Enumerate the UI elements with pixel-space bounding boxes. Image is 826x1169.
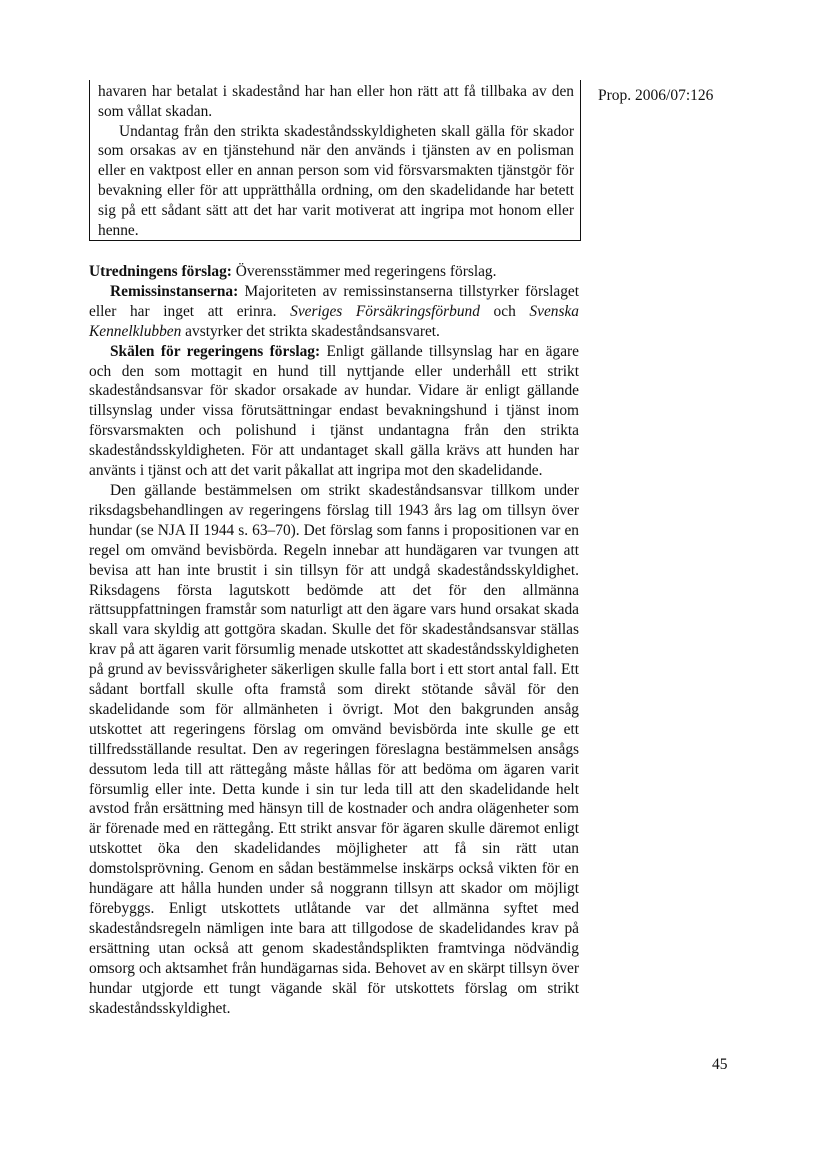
main-text (89, 262, 579, 1018)
remiss-org-1: Sveriges Försäkringsförbund (290, 302, 480, 320)
remiss-org-2: Svenska Kennelklubben (89, 302, 579, 340)
skalen-text: Enligt gällande tillsynslag har en ägare och den som mottagit en hund till nyttjande eller underhåll ett strikt skadeståndsansvar för skador orsakade av hundar. Vidare är enligt gällande tillsynslag under vissa förutsättningar endast bevakningshund i tjänst inom försvarsmakten och polishund i tjänst undantagna från den strikta skadeståndsskyldigheten. För att undantaget skall gälla krävs att hunden har använts i tjänst och att det varit påkallat att ingripa mot den skadelidande. (89, 342, 580, 480)
remiss-heading: Remissinstanserna: (110, 282, 239, 300)
skalen-heading: Skälen för regeringens förslag: (110, 342, 321, 360)
law-text (98, 82, 574, 240)
page-number: 45 (712, 1056, 728, 1073)
history-paragraph: Den gällande bestämmelsen om strikt skadeståndsansvar tillkom under riksdagsbehandlingen av regeringens förslag till 1943 års lag om tillsyn över hundar (se NJA II 1944 s. 63–70). Det förslag som fanns i propositionen var en regel om omvänd bevisbörda. Regeln innebar att hundägaren var tvungen att bevisa att han inte brustit i sin tillsyn för att undgå skadeståndsskyldighet. Riksdagens första lagutskott bedömde att det för den allmänna rättsuppfattningen framstår som naturligt att den ägare vars hund orsakat skada skall vara skyldig att gottgöra skadan. Skulle det för skadeståndsansvar ställas krav på att ägaren varit försumlig menade utskottet att skadeståndsskyldigheten på grund av bevissvårigheter säkerligen skulle falla bort i ett stort antal fall. Ett sådant bortfall skulle ofta framstå som direkt stötande såväl för den skadelidande som för allmänheten i övrigt. Mot den bakgrunden ansåg utskottet att regeringens förslag om omvänd bevisbörda inte skulle ge ett tillfredsställande resultat. Den av regeringen föreslagna bestämmelsen ansågs dessutom leda till att rättegång måste hållas för att bedöma om ägaren varit försumlig eller inte. Detta kunde i sin tur leda till att den skadelidande helt avstod från ersättning med hänsyn till de kostnader och andra olägenheter som är förenade med en rättegång. Ett strikt ansvar för ägaren skulle däremot enligt utskottet öka den skadelidandes möjligheter att få sin rätt utan domstolsprövning. Genom en sådan bestämmelse inskärps också vikten för en hundägare att hålla hunden under så noggrann tillsyn att skador om möjligt förebyggs. Enligt utskottets utlåtande var det allmänna syftet med skadeståndsregeln nämligen inte bara att tillgodose de skadelidandes krav på ersättning utan också att genom skadeståndsplikten framtvinga nödvändig omsorg och aktsamhet från hundägarnas sida. Behovet av en skärpt tillsyn över hundar utgjorde ett tungt vägande skäl för utskottets förslag om strikt skadeståndsskyldighet. (89, 481, 579, 1017)
remiss-paragraph (89, 282, 579, 342)
proposition-reference: Prop. 2006/07:126 (598, 87, 714, 104)
law-paragraph-1: havaren har betalat i skadestånd har han eller hon rätt att få tillbaka av den som vållat skadan. (98, 83, 574, 120)
utredning-text: Överensstämmer med regeringens förslag. (231, 263, 497, 280)
utredning-heading: Utredningens förslag: (89, 263, 232, 280)
utredning-paragraph (89, 262, 579, 282)
remiss-text-2: avstyrker det strikta skadeståndsansvaret. (181, 322, 440, 340)
skalen-paragraph (89, 342, 579, 481)
remiss-text-1: Majoriteten av remissinstanserna tillstyrker förslaget eller har inget att erinra. (89, 282, 579, 320)
remiss-and: och (479, 302, 530, 320)
law-text-box (89, 80, 581, 241)
law-paragraph-2: Undantag från den strikta skadeståndsskyldigheten skall gälla för skador som orsakas av en tjänstehund när den används i tjänsten av en polisman eller en vaktpost eller en annan person som vid försvarsmakten tjänstgör för bevakning eller för att upprätthålla ordning, om den skadelidande har betett sig på ett sådant sätt att det har varit motiverat att ingripa mot honom eller henne. (98, 122, 574, 239)
